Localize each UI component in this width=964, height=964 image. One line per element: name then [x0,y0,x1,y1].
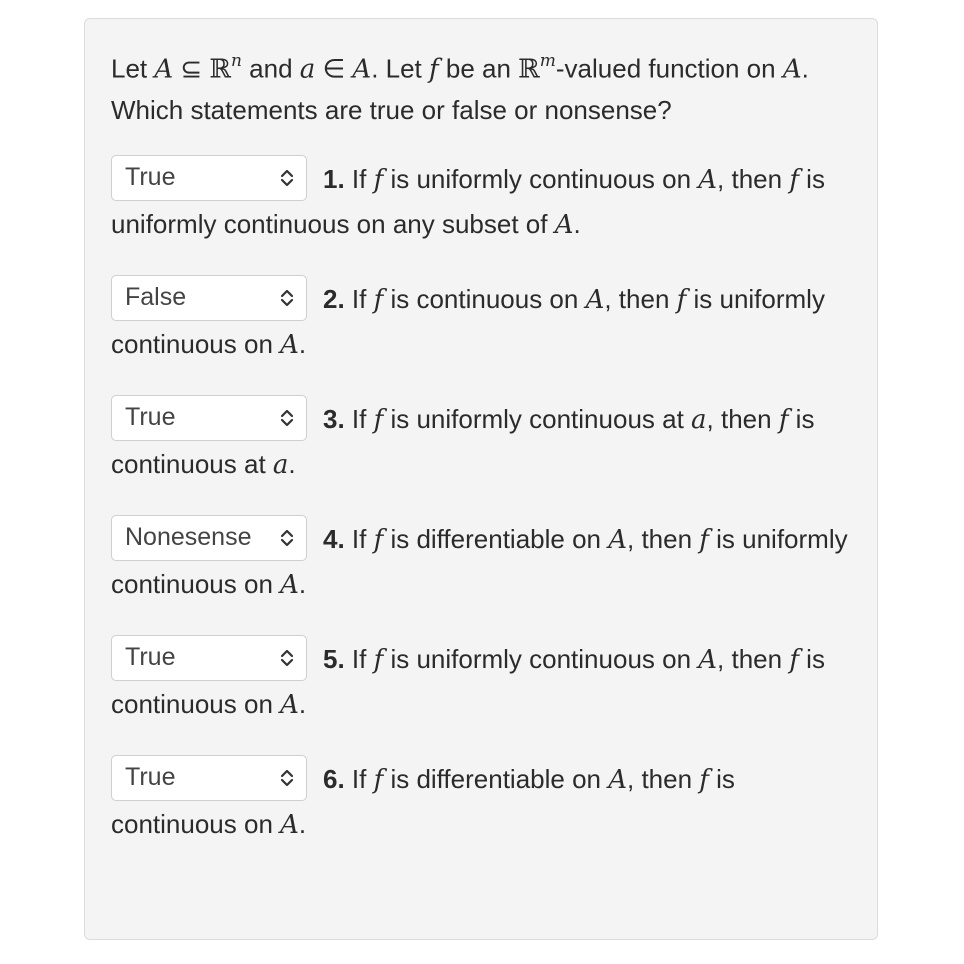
statement-text: If [344,644,374,674]
math-var: A [554,210,574,240]
answer-select[interactable] [111,395,307,441]
chevron-up-down-icon [278,647,296,669]
math-reals: ℝ [209,54,231,85]
math-var: A [698,645,718,675]
math-var: A [608,765,627,795]
math-symbol: ⊆ [173,53,210,84]
statement-text: is differentiable on [383,524,609,554]
answer-select[interactable] [111,635,307,681]
math-var: A [280,690,299,720]
statement-text: . [298,329,307,359]
statement-text: is continuous on [111,644,825,719]
math-var: A [280,810,299,840]
math-var: f [373,765,384,795]
question-item-3 [111,397,857,487]
math-var: a [272,450,289,480]
statement-text: . [298,689,307,719]
math-var: f [789,645,799,675]
statement-text: If [344,404,374,434]
math-var: f [373,525,384,555]
statement-text: is uniformly continuous on [111,284,825,359]
math-var: a [299,54,316,85]
statement-text: . [288,449,296,479]
intro-text: . Which statements are true or false or nonsense? [111,53,809,125]
answer-select-value: Nonesense [125,523,252,551]
question-number: 4. [323,524,345,554]
math-var: f [699,765,709,795]
math-var: f [699,525,709,555]
math-var: f [789,165,799,195]
chevron-up-down-icon [278,287,296,309]
chevron-up-down-icon [278,167,296,189]
question-number: 5. [323,644,345,674]
math-var: A [280,330,299,360]
question-number: 3. [323,404,345,434]
statement-text: If [344,164,374,194]
statement-text: is uniformly continuous on [111,524,848,599]
statement-text: If [344,284,374,314]
statement-text: . [298,809,307,839]
statement-text: . [298,569,307,599]
statement-text: is continuous at [111,404,815,479]
answer-select[interactable] [111,515,307,561]
statement-text: is uniformly continuous on any subset of [111,164,825,239]
math-var: f [429,54,439,85]
math-var: A [782,54,802,85]
math-symbol: ∈ [315,53,353,84]
answer-select[interactable] [111,155,307,201]
statement-text: , then [717,644,790,674]
chevron-up-down-icon [278,767,296,789]
answer-select[interactable] [111,755,307,801]
math-var: A [154,54,174,85]
question-item-1 [111,157,857,247]
statement-text: is continuous on [383,284,586,314]
answer-select-value: False [125,283,187,311]
statement-text: is uniformly continuous on [383,644,699,674]
question-item-5 [111,637,857,727]
answer-select-value: True [125,763,176,791]
math-var: f [373,645,384,675]
chevron-up-down-icon [278,407,296,429]
statement-text: is uniformly continuous at [383,404,692,434]
answer-select-value: True [125,403,176,431]
answer-select[interactable] [111,275,307,321]
chevron-up-down-icon [278,527,296,549]
math-reals: ℝ [518,54,540,85]
math-var: A [352,54,372,85]
question-number: 2. [323,284,345,314]
math-exponent: n [231,51,242,71]
statement-text: If [344,524,374,554]
math-exponent: m [539,51,556,71]
statement-text: If [344,764,374,794]
statement-text: is uniformly continuous on [383,164,699,194]
statement-text: , then [627,764,700,794]
math-var: f [373,285,384,315]
intro-text: Let [111,53,155,84]
math-var: f [373,165,384,195]
intro-text: . Let [371,53,430,84]
math-var: f [778,405,789,435]
intro-text: -valued function on [555,53,783,84]
question-item-4 [111,517,857,607]
question-card [84,18,878,940]
answer-select-value: True [125,163,176,191]
math-var: A [698,165,718,195]
statement-text: is continuous on [111,764,735,839]
math-var: A [280,570,299,600]
math-var: A [608,525,627,555]
math-var: f [676,285,687,315]
question-item-2 [111,277,857,367]
statement-text: , then [706,404,779,434]
math-var: f [373,405,384,435]
question-number: 6. [323,764,345,794]
answer-select-value: True [125,643,176,671]
intro-text: be an [438,53,519,84]
math-var: A [585,285,605,315]
statement-text: , then [717,164,790,194]
question-number: 1. [323,164,345,194]
math-var: a [691,405,707,435]
statement-text: , then [604,284,677,314]
intro-text: and [241,53,300,84]
statement-text: is differentiable on [383,764,609,794]
question-item-6 [111,757,857,847]
statement-text: . [573,209,581,239]
statement-text: , then [627,524,700,554]
question-intro [111,43,841,130]
